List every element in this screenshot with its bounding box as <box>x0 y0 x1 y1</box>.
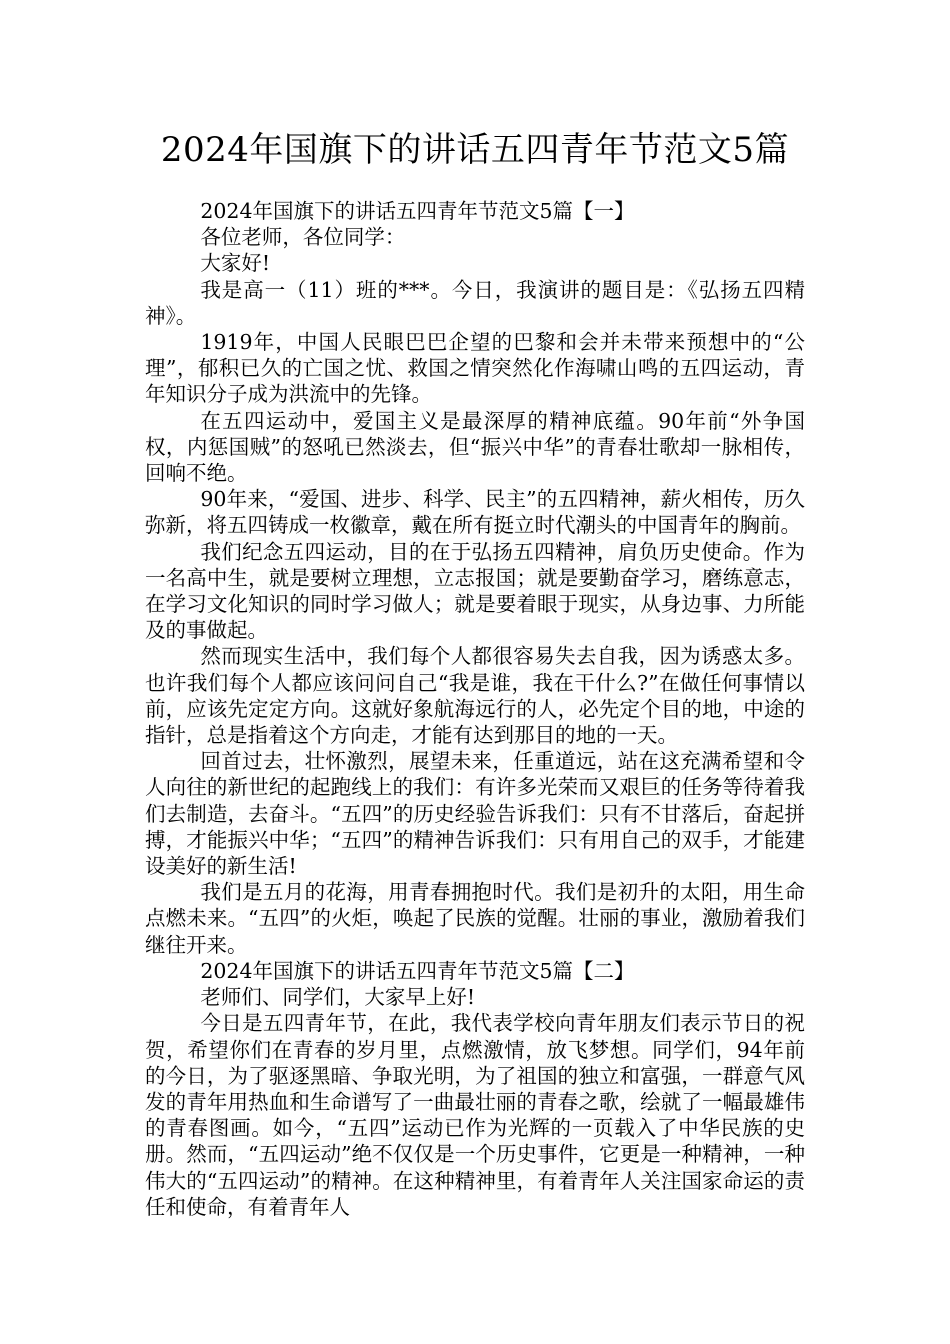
body-paragraph: 我们是五月的花海，用青春拥抱时代。我们是初升的太阳，用生命点燃未来。“五四”的火炬，唤起了民族的觉醒。壮丽的事业，激励着我们继往开来。 <box>145 880 805 957</box>
body-paragraph: 我们纪念五四运动，目的在于弘扬五四精神，肩负历史使命。作为一名高中生，就是要树立理想，立志报国；就是要勤奋学习，磨练意志，在学习文化知识的同时学习做人；就是要着眼于现实，从身边事、力所能及的事做起。 <box>145 539 805 643</box>
greeting-line: 各位老师，各位同学： <box>200 225 406 250</box>
body-paragraph: 然而现实生活中，我们每个人都很容易失去自我，因为诱惑太多。也许我们每个人都应该问问自己“我是谁，我在干什么?”在做任何事情以前，应该先定定方向。这就好象航海远行的人，必先定个目的地，中途的指针，总是指着这个方向走，才能有达到那目的地的一天。 <box>145 644 805 748</box>
document-body <box>145 198 805 1220</box>
body-paragraph: 我是高一（11）班的***。今日，我演讲的题目是：《弘扬五四精神》。 <box>145 277 805 328</box>
body-paragraph: 90年来，“爱国、进步、科学、民主”的五四精神，薪火相传，历久弥新，将五四铸成一枚徽章，戴在所有挺立时代潮头的中国青年的胸前。 <box>145 487 805 538</box>
body-paragraph: 今日是五四青年节，在此，我代表学校向青年朋友们表示节日的祝贺，希望你们在青春的岁月里，点燃激情，放飞梦想。同学们，94年前的今日，为了驱逐黑暗、争取光明，为了祖国的独立和富强，一群意气风发的青年用热血和生命谱写了一曲最壮丽的青春之歌，绘就了一幅最雄伟的青春图画。如今，“五四”运动已作为光辉的一页载入了中华民族的史册。然而，“五四运动”绝不仅仅是一个历史事件，它更是一种精神，一种伟大的“五四运动”的精神。在这种精神里，有着青年人关注国家命运的责任和使命，有着青年人 <box>145 1011 805 1219</box>
section-heading-2: 2024年国旗下的讲话五四青年节范文5篇【二】 <box>200 958 635 983</box>
section-heading-1: 2024年国旗下的讲话五四青年节范文5篇【一】 <box>200 199 635 223</box>
body-paragraph: 在五四运动中，爱国主义是最深厚的精神底蕴。90年前“外争国权，内惩国贼”的怒吼已然淡去，但“振兴中华”的青春壮歌却一脉相传，回响不绝。 <box>145 408 805 486</box>
body-paragraph: 回首过去，壮怀激烈，展望未来，任重道远，站在这充满希望和令人向往的新世纪的起跑线上的我们：有许多光荣而又艰巨的任务等待着我们去制造，去奋斗。“五四”的历史经验告诉我们：只有不甘落后，奋起拼搏，才能振兴中华；“五四”的精神告诉我们：只有用自己的双手，才能建设美好的新生活! <box>145 749 805 879</box>
greeting-line: 老师们、同学们，大家早上好! <box>200 985 476 1010</box>
body-paragraph: 1919年，中国人民眼巴巴企望的巴黎和会并未带来预想中的“公理”，郁积已久的亡国之忧、救国之情突然化作海啸山鸣的五四运动，青年知识分子成为洪流中的先锋。 <box>145 330 805 407</box>
document-title: 2024年国旗下的讲话五四青年节范文5篇 <box>160 130 790 170</box>
greeting-line: 大家好! <box>200 251 271 276</box>
